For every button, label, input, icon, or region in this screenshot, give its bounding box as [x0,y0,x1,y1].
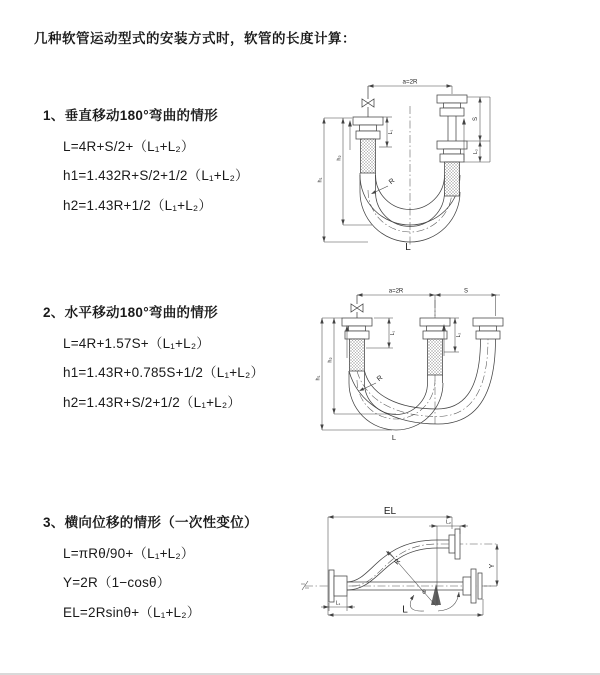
dim-a2r-s [357,289,500,317]
dim-label-h1: h₁ [317,177,324,183]
dim-label-s: S [473,116,479,122]
dim-l2 [429,520,468,535]
dim-l2 [473,141,482,162]
dim-label-h2: h₂ [336,155,343,161]
formula-h2: h2=1.43R+1/2（L₁+L₂） [63,198,213,213]
diagram-horizontal-180-bend [305,280,600,455]
dim-l1 [321,596,355,611]
dim-label-l: L [402,604,408,616]
length-label: L [405,242,411,253]
right-flange [463,569,482,603]
formula-y: Y=2R（1−cosθ） [63,575,171,590]
dim-a2r [368,79,452,95]
valve-icon [351,295,363,318]
dim-label-l2: L₂ [446,519,451,526]
section-heading: 2、水平移动180°弯曲的情形 [43,305,218,320]
diagram-lateral-displacement [300,495,600,645]
valve-icon [362,86,374,117]
radius-label: R [375,374,385,384]
left-pipe-fitting [353,86,383,173]
formula-length: L=4R+1.57S+（L₁+L₂） [63,336,210,351]
dim-label-h2: h₂ [327,357,334,363]
page-title: 几种软管运动型式的安装方式时，软管的长度计算： [34,31,356,46]
dim-label-l1: L₁ [388,129,394,135]
formula-h1: h1=1.43R+0.785S+1/2（L₁+L₂） [63,365,265,380]
break-mark [301,581,309,590]
dim-label-l1: L₁ [390,330,396,336]
formula-h2: h2=1.43R+S/2+1/2（L₁+L₂） [63,395,242,410]
length-label: L [391,433,397,442]
angle-label: θ [422,589,426,596]
dim-label-s: S [463,288,469,295]
dim-label-h1: h₁ [315,375,322,381]
section-heading: 3、横向位移的情形（一次性变位） [43,515,258,530]
dim-label-el: EL [383,506,397,517]
radius-callout [386,551,402,566]
radius-callout [371,178,396,194]
left-flange [329,570,347,602]
dim-y [484,544,499,586]
left-pipe-fitting [342,295,372,371]
right-pipe-fitting [473,318,503,339]
dim-label-l2: L₂ [456,332,462,338]
formula-length: L=πRθ/90+（L₁+L₂） [63,546,195,561]
section-heading: 1、垂直移动180°弯曲的情形 [43,108,218,123]
dim-label-a2r: a=2R [402,78,418,86]
dim-label-l1: L₁ [335,600,341,607]
radius-label: R [387,177,397,187]
middle-pipe-fitting [420,318,450,375]
diagram-vertical-180-bend [310,70,600,255]
formula-el: EL=2Rsinθ+（L₁+L₂） [63,605,201,620]
formula-h1: h1=1.432R+S/2+1/2（L₁+L₂） [63,168,249,183]
dim-label-l2: L₂ [473,149,479,154]
right-pipe-fitting [437,95,467,196]
radius-callout [359,375,384,391]
formula-length: L=4R+S/2+（L₁+L₂） [63,139,195,154]
hose-arcs [349,339,496,430]
radius-label: R [393,557,403,567]
dim-label-y: Y [489,563,496,569]
upper-flange [449,529,460,559]
diagram-horizontal-180-bend-svg [305,280,600,455]
diagram-vertical-180-bend-svg [310,70,600,255]
dim-label-a2r: a=2R [388,288,404,295]
diagram-lateral-displacement-svg [300,495,600,645]
